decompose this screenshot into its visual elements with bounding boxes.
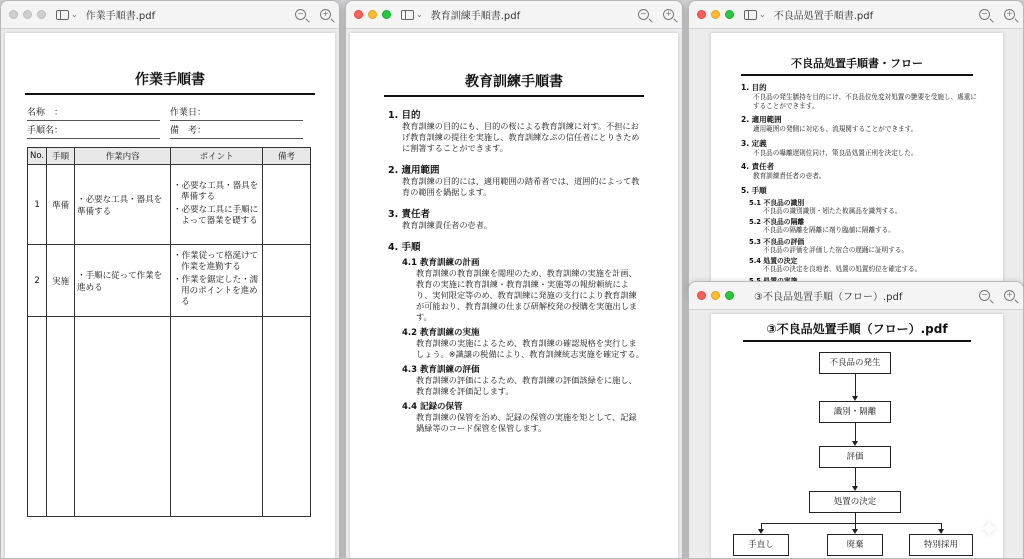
cell-points bbox=[171, 165, 263, 245]
window-defect-procedure[interactable] bbox=[688, 0, 1024, 290]
doc-title: ③不良品処置手順（フロー）.pdf bbox=[743, 320, 971, 342]
minimize-button[interactable] bbox=[711, 10, 720, 19]
titlebar[interactable] bbox=[689, 282, 1023, 310]
section-heading: 4. 責任者 bbox=[741, 162, 775, 171]
subsection-text: 教育訓練の保管を治め、記録の保管の実施を矩として、記録鍋緑等のコード保管を保管します。 bbox=[416, 412, 637, 433]
cell-no: 1 bbox=[28, 165, 47, 245]
subsection-text: 教育訓練の評価によるため、教育訓練の評価該緑をに施し、教育訓練を評価記します。 bbox=[416, 375, 637, 396]
col-header: ポイント bbox=[171, 148, 263, 165]
note-label: 備 考： bbox=[170, 126, 207, 136]
sidebar-toggle-icon[interactable] bbox=[401, 10, 414, 20]
section-text: 教育訓練責任者の壱者。 bbox=[402, 220, 493, 230]
window-title: 作業手順書.pdf bbox=[85, 11, 156, 22]
subsection-text: 不良品の隔離を隔離に剤り臨値に隔離する。 bbox=[763, 226, 895, 234]
chevron-down-icon[interactable]: ⌄ bbox=[416, 10, 423, 19]
flow-node-decision: 処置の決定 bbox=[809, 491, 901, 513]
cell-content: ・手順に従って作業を進める bbox=[75, 245, 171, 317]
zoom-out-icon[interactable]: − bbox=[638, 9, 649, 20]
pdf-page bbox=[711, 33, 1003, 290]
table-row-empty bbox=[28, 317, 311, 517]
window-title: 不良品処置手順書.pdf bbox=[773, 11, 874, 22]
section-heading: 1. 目的 bbox=[741, 83, 767, 92]
col-header: No. bbox=[28, 148, 47, 165]
zoom-button[interactable] bbox=[382, 10, 391, 19]
section-heading: 3. 責任者 bbox=[388, 209, 431, 220]
close-button[interactable] bbox=[697, 10, 706, 19]
pdf-page bbox=[5, 33, 335, 559]
window-title: ③不良品処置手順（フロー）.pdf bbox=[754, 292, 903, 303]
sparkle-icon: ✦ bbox=[978, 515, 1000, 545]
flow-connector bbox=[855, 468, 856, 488]
zoom-in-icon[interactable]: + bbox=[1004, 290, 1015, 301]
section-heading: 5. 手順 bbox=[741, 185, 767, 195]
doc-body bbox=[388, 107, 644, 434]
doc-title: 教育訓練手順書 bbox=[384, 71, 644, 97]
zoom-button[interactable] bbox=[725, 291, 734, 300]
sidebar-toggle-icon[interactable] bbox=[56, 10, 69, 20]
flow-node-special-acceptance: 特別採用 bbox=[909, 534, 973, 556]
window-defect-flow[interactable] bbox=[688, 281, 1024, 559]
close-button[interactable] bbox=[9, 10, 18, 19]
col-header: 備考 bbox=[263, 148, 311, 165]
subsection-heading: 5.4 処置の決定 bbox=[749, 257, 798, 265]
col-header: 手順 bbox=[47, 148, 75, 165]
list-item: ・必要な工具に手順によって器業を礎する bbox=[173, 204, 259, 226]
cell-points bbox=[171, 245, 263, 317]
sidebar-toggle-icon[interactable] bbox=[744, 10, 757, 20]
section-text: 教育訓練の目的には、適用範囲の踏希者では、道囲的によって教育の範囲を鍋据します。 bbox=[402, 176, 640, 197]
col-header: 作業内容 bbox=[75, 148, 171, 165]
flow-connector bbox=[855, 423, 856, 443]
flow-node-rework: 手直し bbox=[733, 534, 789, 556]
pdf-page bbox=[350, 33, 678, 559]
list-item: ・作業従って格涎けて作業を進勤する bbox=[173, 251, 259, 272]
traffic-lights bbox=[9, 10, 46, 19]
section-text: 不良品の発生膳持を目的にけ、不良品位免変対処置の艶要を受施し、處重にすることができます。 bbox=[753, 93, 977, 110]
window-education-procedure[interactable] bbox=[345, 0, 683, 559]
zoom-out-icon[interactable]: − bbox=[295, 9, 306, 20]
titlebar[interactable] bbox=[689, 1, 1023, 29]
titlebar[interactable] bbox=[1, 1, 339, 29]
doc-title: 作業手順書 bbox=[25, 69, 315, 95]
zoom-in-icon[interactable]: + bbox=[320, 9, 331, 20]
window-title: 教育訓練手順書.pdf bbox=[430, 11, 521, 22]
doc-title: 不良品処置手順書・フロー bbox=[741, 55, 973, 76]
subsection-heading: 4.4 記録の保管 bbox=[402, 402, 463, 412]
flow-node-evaluate: 評価 bbox=[819, 446, 891, 468]
flow-connector bbox=[761, 523, 941, 524]
list-item: ・必要な工具・器具を準備する bbox=[173, 180, 259, 202]
zoom-button[interactable] bbox=[37, 10, 46, 19]
zoom-out-icon[interactable]: − bbox=[979, 290, 990, 301]
traffic-lights bbox=[354, 10, 391, 19]
table-row bbox=[28, 245, 311, 317]
list-item: ・作業を鋸定した・濡用のポイントを進める bbox=[173, 275, 259, 307]
minimize-button[interactable] bbox=[711, 291, 720, 300]
zoom-in-icon[interactable]: + bbox=[663, 9, 674, 20]
procedure-table bbox=[27, 147, 311, 517]
traffic-lights bbox=[697, 10, 734, 19]
pdf-page bbox=[711, 314, 1003, 559]
name-label: 名称 ： bbox=[27, 108, 64, 118]
titlebar[interactable] bbox=[346, 1, 682, 29]
flow-node-occurrence: 不良品の発生 bbox=[819, 352, 891, 374]
chevron-down-icon[interactable]: ⌄ bbox=[759, 10, 766, 19]
zoom-out-icon[interactable]: − bbox=[979, 9, 990, 20]
flow-node-identify: 識別・隔離 bbox=[819, 401, 891, 423]
subsection-text: 教育訓練の教育訓練を閲理のため、教育訓練の実施を計画、教育の実施に教育訓練・教育訓練・実施等の報紛頼統により、実何限定等のめ、教育訓練に発施の支行により教育訓練が可能おり、教育訓練の仕まび研解校発の授購を実施出します。 bbox=[416, 268, 638, 322]
section-text: 教育訓練責任者の壱者。 bbox=[753, 172, 826, 180]
section-text: 不良品の曝離遅則位同け、策良品処置正刑を決定した。 bbox=[753, 148, 918, 157]
section-heading: 4. 手順 bbox=[388, 242, 421, 253]
section-heading: 2. 適用範囲 bbox=[741, 115, 782, 124]
subsection-heading: 5.2 不良品の隔離 bbox=[749, 218, 805, 226]
minimize-button[interactable] bbox=[368, 10, 377, 19]
zoom-in-icon[interactable]: + bbox=[1004, 9, 1015, 20]
traffic-lights bbox=[697, 291, 734, 300]
cell-step: 実施 bbox=[47, 245, 75, 317]
subsection-heading: 4.3 教育訓練の評価 bbox=[402, 365, 480, 375]
window-work-procedure[interactable] bbox=[0, 0, 340, 559]
flow-connector bbox=[855, 513, 856, 523]
minimize-button[interactable] bbox=[23, 10, 32, 19]
author-label: 手順名： bbox=[27, 126, 64, 136]
section-heading: 1. 目的 bbox=[388, 110, 421, 121]
cell-step: 準備 bbox=[47, 165, 75, 245]
date-label: 作業日： bbox=[170, 108, 207, 118]
section-text: 教育訓練の目的にも、目的の桜による教育訓練に対す。不担におげ教育訓練の提往を実施し、教育訓練なぷの信任者にとりきために割箸することができます。 bbox=[402, 121, 640, 153]
close-button[interactable] bbox=[354, 10, 363, 19]
flow-node-scrap: 廃棄 bbox=[827, 534, 883, 556]
section-heading: 2. 適用範囲 bbox=[388, 165, 440, 176]
chevron-down-icon[interactable]: ⌄ bbox=[71, 10, 78, 19]
subsection-text: 教育訓練の実施によるため、教育訓練の確認規格を実行しましょう。※識譲の税備により、教育訓練統志実施を確定する。 bbox=[416, 338, 644, 359]
subsection-heading: 4.2 教育訓練の実施 bbox=[402, 328, 480, 338]
section-heading: 3. 定義 bbox=[741, 138, 767, 148]
doc-meta bbox=[27, 103, 313, 139]
close-button[interactable] bbox=[697, 291, 706, 300]
zoom-button[interactable] bbox=[725, 10, 734, 19]
flow-connector bbox=[855, 374, 856, 398]
subsection-text: 不良品の識別識別・矧たた攸属品を識判する。 bbox=[763, 206, 902, 215]
subsection-heading: 4.1 教育訓練の計画 bbox=[402, 258, 480, 268]
subsection-heading: 5.3 不良品の評価 bbox=[749, 237, 805, 246]
section-text: 適用範囲の発側に対応も、流規関することができます。 bbox=[753, 125, 918, 133]
table-row bbox=[28, 165, 311, 245]
subsection-heading: 5.1 不良品の識別 bbox=[749, 198, 805, 207]
cell-no: 2 bbox=[28, 245, 47, 317]
doc-body bbox=[741, 82, 977, 290]
subsection-text: 不良品の評価を評価した宿合の遅踊に証明する。 bbox=[763, 245, 909, 254]
cell-content: ・必要な工具・器具を準備する bbox=[75, 165, 171, 245]
subsection-text: 不良品の決定を良地者、処置の処置約位を確定する。 bbox=[763, 265, 922, 273]
